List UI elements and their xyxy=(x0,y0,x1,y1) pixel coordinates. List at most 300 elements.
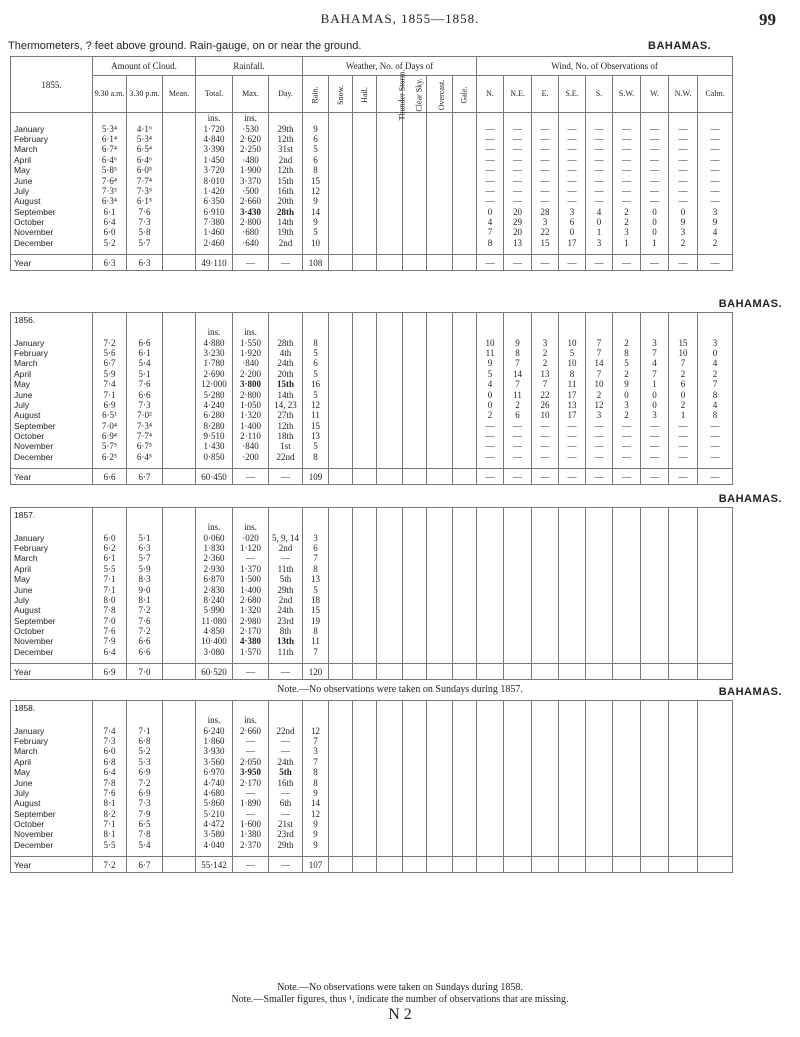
data-cell xyxy=(163,441,196,451)
total-cell xyxy=(403,664,427,680)
empty-cell xyxy=(586,701,613,716)
data-cell: 2·830 xyxy=(196,584,233,594)
total-cell: 6·3 xyxy=(93,255,127,271)
data-cell: 4 xyxy=(477,217,504,227)
data-cell xyxy=(163,431,196,441)
data-cell xyxy=(698,725,733,735)
empty-cell xyxy=(477,522,504,532)
empty-cell xyxy=(698,508,733,523)
data-cell: — xyxy=(477,165,504,175)
total-cell xyxy=(377,469,403,485)
data-cell: 8 xyxy=(303,564,329,574)
data-cell: 6·1⁵ xyxy=(127,196,163,206)
data-cell xyxy=(353,616,377,626)
data-cell xyxy=(329,155,353,165)
data-cell: — xyxy=(698,134,733,144)
data-cell xyxy=(669,788,698,798)
data-cell xyxy=(403,746,427,756)
data-cell xyxy=(353,777,377,787)
month-row xyxy=(11,337,733,347)
data-cell: 9 xyxy=(698,217,733,227)
total-cell xyxy=(427,664,453,680)
data-cell xyxy=(329,840,353,850)
empty-cell xyxy=(269,113,303,124)
empty-cell xyxy=(127,508,163,523)
data-cell: 3·800 xyxy=(233,379,269,389)
data-cell xyxy=(586,626,613,636)
data-cell: 1 xyxy=(641,238,669,248)
total-cell: — xyxy=(269,857,303,873)
data-cell xyxy=(353,165,377,175)
data-cell xyxy=(329,144,353,154)
data-cell xyxy=(353,123,377,133)
data-cell: 26 xyxy=(532,400,559,410)
data-cell: 20th xyxy=(269,369,303,379)
data-cell xyxy=(669,553,698,563)
total-cell xyxy=(613,857,641,873)
data-cell xyxy=(641,725,669,735)
data-cell: — xyxy=(641,175,669,185)
data-cell: — xyxy=(233,788,269,798)
data-cell: — xyxy=(641,441,669,451)
empty-cell xyxy=(93,508,127,523)
data-cell: 7·3 xyxy=(127,400,163,410)
data-cell: — xyxy=(504,421,532,431)
month-name: March xyxy=(11,553,93,563)
data-cell xyxy=(453,616,477,626)
data-cell xyxy=(163,616,196,626)
data-cell xyxy=(377,725,403,735)
data-cell xyxy=(477,595,504,605)
data-cell xyxy=(427,543,453,553)
data-cell xyxy=(698,584,733,594)
data-cell xyxy=(163,358,196,368)
data-cell: — xyxy=(586,186,613,196)
data-cell xyxy=(641,564,669,574)
data-cell xyxy=(163,605,196,615)
empty-cell xyxy=(127,715,163,725)
data-cell: 10 xyxy=(669,348,698,358)
empty-cell xyxy=(698,701,733,716)
units-row xyxy=(11,715,733,725)
data-cell xyxy=(163,379,196,389)
data-cell: 4·472 xyxy=(196,819,233,829)
month-name: May xyxy=(11,767,93,777)
data-cell: 8 xyxy=(303,452,329,462)
month-name: October xyxy=(11,819,93,829)
empty-cell xyxy=(93,715,127,725)
data-cell xyxy=(163,798,196,808)
data-cell xyxy=(403,389,427,399)
data-cell xyxy=(669,584,698,594)
data-cell: 6·6 xyxy=(127,636,163,646)
data-cell: — xyxy=(613,123,641,133)
data-cell xyxy=(163,819,196,829)
data-cell: — xyxy=(477,186,504,196)
data-cell xyxy=(329,186,353,196)
data-cell: 4 xyxy=(698,400,733,410)
data-cell xyxy=(559,777,586,787)
empty-cell xyxy=(163,508,196,523)
data-cell xyxy=(403,798,427,808)
data-cell xyxy=(698,626,733,636)
data-cell xyxy=(586,636,613,646)
data-cell: — xyxy=(477,452,504,462)
data-cell xyxy=(453,337,477,347)
data-cell xyxy=(403,767,427,777)
month-row xyxy=(11,725,733,735)
data-cell xyxy=(163,564,196,574)
data-cell xyxy=(377,757,403,767)
data-cell xyxy=(329,410,353,420)
month-name: September xyxy=(11,207,93,217)
data-cell xyxy=(669,725,698,735)
total-cell: — xyxy=(504,469,532,485)
data-cell xyxy=(477,532,504,542)
col-gale-label: Gale. xyxy=(459,85,469,104)
data-cell xyxy=(377,348,403,358)
data-cell xyxy=(403,134,427,144)
total-cell: — xyxy=(233,664,269,680)
data-cell: — xyxy=(586,165,613,175)
data-cell: 1 xyxy=(586,227,613,237)
data-cell: 18 xyxy=(303,595,329,605)
data-cell: 1·460 xyxy=(196,227,233,237)
data-cell: 6·9⁴ xyxy=(93,431,127,441)
total-cell: 108 xyxy=(303,255,329,271)
empty-cell xyxy=(698,113,733,124)
data-cell xyxy=(403,777,427,787)
data-cell: 7·0² xyxy=(127,410,163,420)
data-cell xyxy=(377,829,403,839)
data-cell: 15 xyxy=(532,238,559,248)
data-cell xyxy=(329,553,353,563)
data-cell: 22 xyxy=(532,227,559,237)
data-cell xyxy=(477,767,504,777)
month-row xyxy=(11,389,733,399)
data-cell: 10 xyxy=(559,337,586,347)
data-cell: 29th xyxy=(269,123,303,133)
total-cell: — xyxy=(641,255,669,271)
data-cell: 2·050 xyxy=(233,757,269,767)
data-cell xyxy=(586,777,613,787)
data-cell xyxy=(477,647,504,657)
empty-cell xyxy=(329,313,353,328)
data-cell: 3·370 xyxy=(233,175,269,185)
empty-cell xyxy=(403,715,427,725)
data-cell: 2 xyxy=(586,389,613,399)
data-cell xyxy=(613,553,641,563)
data-cell xyxy=(329,819,353,829)
data-cell xyxy=(504,767,532,777)
data-cell: 4 xyxy=(698,358,733,368)
total-cell: — xyxy=(669,255,698,271)
empty-cell xyxy=(559,701,586,716)
empty-cell xyxy=(269,522,303,532)
data-cell: — xyxy=(532,186,559,196)
data-cell xyxy=(669,736,698,746)
empty-cell xyxy=(453,715,477,725)
data-cell: 1·900 xyxy=(233,165,269,175)
data-cell: 0 xyxy=(698,348,733,358)
data-cell xyxy=(377,196,403,206)
data-cell xyxy=(453,532,477,542)
data-cell: 20th xyxy=(269,196,303,206)
data-cell xyxy=(163,207,196,217)
empty-cell xyxy=(163,522,196,532)
month-name: March xyxy=(11,746,93,756)
total-cell xyxy=(427,255,453,271)
data-cell: 7·4 xyxy=(93,725,127,735)
data-cell: ·680 xyxy=(233,227,269,237)
data-cell xyxy=(377,564,403,574)
data-cell: 7·3⁵ xyxy=(127,186,163,196)
data-cell: 15th xyxy=(269,175,303,185)
data-cell: — xyxy=(586,196,613,206)
data-cell xyxy=(532,636,559,646)
data-cell xyxy=(613,636,641,646)
data-cell xyxy=(163,348,196,358)
data-cell: 9 xyxy=(303,819,329,829)
data-cell xyxy=(353,647,377,657)
empty-cell xyxy=(403,508,427,523)
total-cell xyxy=(329,664,353,680)
data-cell: 22nd xyxy=(269,452,303,462)
data-cell: 7 xyxy=(303,647,329,657)
data-cell: 7·6 xyxy=(93,788,127,798)
month-row xyxy=(11,348,733,358)
data-cell xyxy=(353,798,377,808)
data-cell xyxy=(163,175,196,185)
data-cell xyxy=(453,134,477,144)
data-cell xyxy=(641,829,669,839)
data-cell: 3 xyxy=(532,217,559,227)
data-cell: — xyxy=(477,123,504,133)
total-cell xyxy=(504,857,532,873)
data-cell xyxy=(504,574,532,584)
data-cell xyxy=(532,757,559,767)
data-cell xyxy=(403,400,427,410)
data-cell: 7 xyxy=(698,379,733,389)
data-cell xyxy=(403,165,427,175)
data-cell xyxy=(532,788,559,798)
data-cell xyxy=(377,788,403,798)
data-cell: 8 xyxy=(477,238,504,248)
month-row xyxy=(11,636,733,646)
month-name: July xyxy=(11,788,93,798)
empty-cell xyxy=(303,313,329,328)
data-cell xyxy=(641,605,669,615)
data-cell: 2 xyxy=(669,400,698,410)
data-cell: 8 xyxy=(504,348,532,358)
data-cell: 28th xyxy=(269,337,303,347)
data-cell: 10·400 xyxy=(196,636,233,646)
empty-cell xyxy=(353,313,377,328)
empty-cell xyxy=(377,508,403,523)
data-cell xyxy=(329,809,353,819)
data-cell: — xyxy=(532,441,559,451)
data-cell: 20 xyxy=(504,227,532,237)
data-cell: 6·0 xyxy=(93,532,127,542)
data-cell: 12 xyxy=(303,809,329,819)
empty-cell xyxy=(532,522,559,532)
total-cell: — xyxy=(559,469,586,485)
data-cell xyxy=(377,186,403,196)
data-cell: 22 xyxy=(532,389,559,399)
col-calm: Calm. xyxy=(698,76,733,113)
data-cell: 7·1 xyxy=(93,584,127,594)
data-cell xyxy=(377,798,403,808)
total-cell xyxy=(698,664,733,680)
col-thunder-label: Thunder Storm. xyxy=(397,69,407,120)
data-cell: — xyxy=(586,134,613,144)
data-cell xyxy=(586,564,613,574)
year-total-row xyxy=(11,469,733,485)
data-cell xyxy=(559,757,586,767)
data-cell: — xyxy=(504,196,532,206)
data-cell: 23rd xyxy=(269,829,303,839)
empty-cell xyxy=(477,701,504,716)
data-cell xyxy=(403,452,427,462)
data-cell: — xyxy=(532,175,559,185)
month-name: March xyxy=(11,144,93,154)
data-cell: 9·510 xyxy=(196,431,233,441)
data-cell xyxy=(377,175,403,185)
col-overcast-label: Overcast. xyxy=(437,79,447,110)
data-cell xyxy=(427,840,453,850)
empty-cell xyxy=(532,715,559,725)
month-name: July xyxy=(11,186,93,196)
empty-cell xyxy=(532,701,559,716)
data-cell: — xyxy=(477,421,504,431)
data-cell: ·200 xyxy=(233,452,269,462)
data-cell xyxy=(532,798,559,808)
empty-cell xyxy=(427,327,453,337)
data-cell: 10 xyxy=(477,337,504,347)
data-cell xyxy=(329,543,353,553)
data-cell xyxy=(329,421,353,431)
data-cell xyxy=(641,636,669,646)
empty-cell xyxy=(353,522,377,532)
empty-cell xyxy=(613,327,641,337)
empty-cell xyxy=(93,522,127,532)
year-heading: 1856. xyxy=(11,313,93,328)
data-cell: 9 xyxy=(303,196,329,206)
data-cell: 7 xyxy=(586,369,613,379)
empty-cell xyxy=(196,508,233,523)
total-label: Year xyxy=(11,469,93,485)
data-cell xyxy=(453,452,477,462)
total-cell xyxy=(163,469,196,485)
data-cell xyxy=(586,788,613,798)
empty-cell xyxy=(303,508,329,523)
empty-cell xyxy=(532,508,559,523)
data-cell: 3·430 xyxy=(233,207,269,217)
data-cell: — xyxy=(698,452,733,462)
total-cell: 49·110 xyxy=(196,255,233,271)
data-cell xyxy=(403,829,427,839)
data-cell: 8 xyxy=(303,337,329,347)
year-row xyxy=(11,508,733,523)
data-cell xyxy=(453,379,477,389)
data-cell: 4·850 xyxy=(196,626,233,636)
data-cell xyxy=(586,819,613,829)
empty-cell xyxy=(93,327,127,337)
empty-cell xyxy=(504,327,532,337)
month-row xyxy=(11,155,733,165)
data-cell: 5·2 xyxy=(93,238,127,248)
empty-cell xyxy=(613,508,641,523)
data-cell: 18th xyxy=(269,431,303,441)
data-cell xyxy=(163,134,196,144)
total-cell xyxy=(427,857,453,873)
data-cell: 17 xyxy=(559,389,586,399)
total-cell: — xyxy=(477,469,504,485)
data-cell: 1·370 xyxy=(233,564,269,574)
note-1858: Note.—No observations were taken on Sundays during 1858. xyxy=(277,982,523,993)
month-row xyxy=(11,196,733,206)
data-cell xyxy=(453,421,477,431)
data-cell xyxy=(427,196,453,206)
data-cell xyxy=(504,543,532,553)
unit-label: ins. xyxy=(196,327,233,337)
data-cell xyxy=(586,725,613,735)
data-cell xyxy=(453,155,477,165)
data-cell xyxy=(453,431,477,441)
data-cell: 1·860 xyxy=(196,736,233,746)
empty-cell xyxy=(127,313,163,328)
data-cell: 2·170 xyxy=(233,626,269,636)
data-cell: 7 xyxy=(641,348,669,358)
data-cell: 7·380 xyxy=(196,217,233,227)
data-cell xyxy=(698,564,733,574)
empty-cell xyxy=(427,508,453,523)
data-cell: 2·660 xyxy=(233,196,269,206)
data-cell xyxy=(163,144,196,154)
data-cell xyxy=(377,379,403,389)
month-name: August xyxy=(11,798,93,808)
col-snow-label: Snow. xyxy=(335,84,345,105)
data-cell: 13th xyxy=(269,636,303,646)
data-cell xyxy=(353,227,377,237)
empty-cell xyxy=(532,327,559,337)
data-cell: 1·780 xyxy=(196,358,233,368)
data-cell: 4 xyxy=(641,358,669,368)
data-cell xyxy=(329,777,353,787)
data-cell xyxy=(698,532,733,542)
data-cell: 5·7⁵ xyxy=(93,441,127,451)
data-cell: — xyxy=(698,431,733,441)
month-name: November xyxy=(11,829,93,839)
data-cell: 6·1 xyxy=(127,348,163,358)
data-cell xyxy=(698,819,733,829)
data-cell xyxy=(329,207,353,217)
data-cell: — xyxy=(613,155,641,165)
data-cell xyxy=(532,736,559,746)
data-cell xyxy=(477,788,504,798)
data-cell: 5 xyxy=(303,144,329,154)
data-cell: 14 xyxy=(303,207,329,217)
data-cell: 8·280 xyxy=(196,421,233,431)
data-cell: 3 xyxy=(532,337,559,347)
data-cell: 12·000 xyxy=(196,379,233,389)
total-cell xyxy=(453,857,477,873)
data-cell xyxy=(427,348,453,358)
data-cell: — xyxy=(641,134,669,144)
data-cell xyxy=(453,348,477,358)
data-cell xyxy=(329,736,353,746)
data-cell: 7·6 xyxy=(127,616,163,626)
